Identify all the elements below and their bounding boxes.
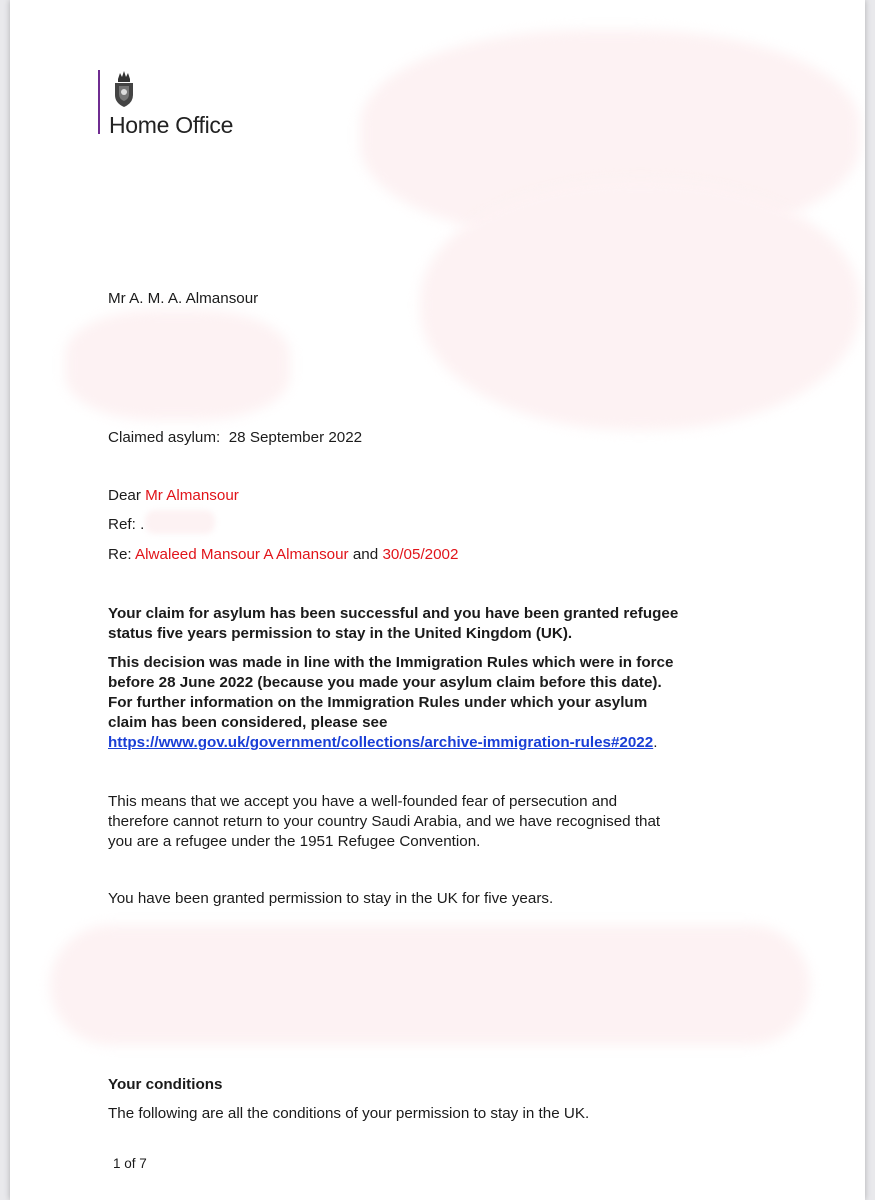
re-dob: 30/05/2002 [382, 546, 459, 563]
recipient-name: Mr A. M. A. Almansour [108, 290, 259, 307]
granted-text: You have been granted permission to stay in the UK for five years. [108, 890, 554, 907]
claim-date: 28 September 2022 [228, 429, 363, 446]
redaction-mark [145, 510, 215, 534]
meaning-line-1: This means that we accept you have a well-founded fear of persecution and [108, 793, 618, 810]
re-joiner: and [352, 546, 379, 563]
meaning-line-2: therefore cannot return to your country Saudi Arabia, and we have recognised that [108, 813, 661, 830]
rules-line-2: before 28 June 2022 (because you made your asylum claim before this date). [108, 674, 662, 691]
re-line [108, 545, 458, 565]
salutation-prefix: Dear [108, 487, 141, 504]
letter-page [10, 0, 865, 1200]
logo-accent-bar [98, 70, 100, 134]
re-label: Re: [108, 546, 132, 563]
page-number: 1 of 7 [113, 1156, 147, 1171]
re-name: Alwaleed Mansour A Almansour [135, 546, 349, 563]
conditions-heading: Your conditions [108, 1076, 223, 1093]
rules-line-1: This decision was made in line with the Immigration Rules which were in force [108, 654, 674, 671]
ref-label: Ref: [108, 516, 136, 533]
immigration-rules-link[interactable]: https://www.gov.uk/government/collections/archive-immigration-rules#2022 [108, 734, 654, 751]
salutation [108, 486, 239, 506]
meaning-line-3: you are a refugee under the 1951 Refugee Convention. [108, 833, 481, 850]
decision-line-2: status five years permission to stay in the United Kingdom (UK). [108, 625, 573, 642]
ref-line [108, 515, 144, 535]
rules-line-4: claim has been considered, please see [108, 714, 388, 731]
decision-line-1: Your claim for asylum has been successful and you have been granted refugee [108, 605, 679, 622]
redaction-mark [50, 925, 810, 1045]
rules-line-3: For further information on the Immigration Rules under which your asylum [108, 694, 648, 711]
claim-line [108, 428, 362, 448]
rules-link-line [108, 733, 657, 753]
conditions-text: The following are all the conditions of your permission to stay in the UK. [108, 1105, 590, 1122]
org-name: Home Office [109, 112, 234, 138]
rules-link-suffix: . [653, 734, 658, 751]
royal-crest-icon [110, 70, 138, 108]
redaction-mark [65, 310, 290, 420]
redaction-mark [420, 180, 860, 430]
ref-value: . [140, 516, 145, 533]
salutation-name: Mr Almansour [145, 487, 239, 504]
claim-label: Claimed asylum: [108, 429, 221, 446]
